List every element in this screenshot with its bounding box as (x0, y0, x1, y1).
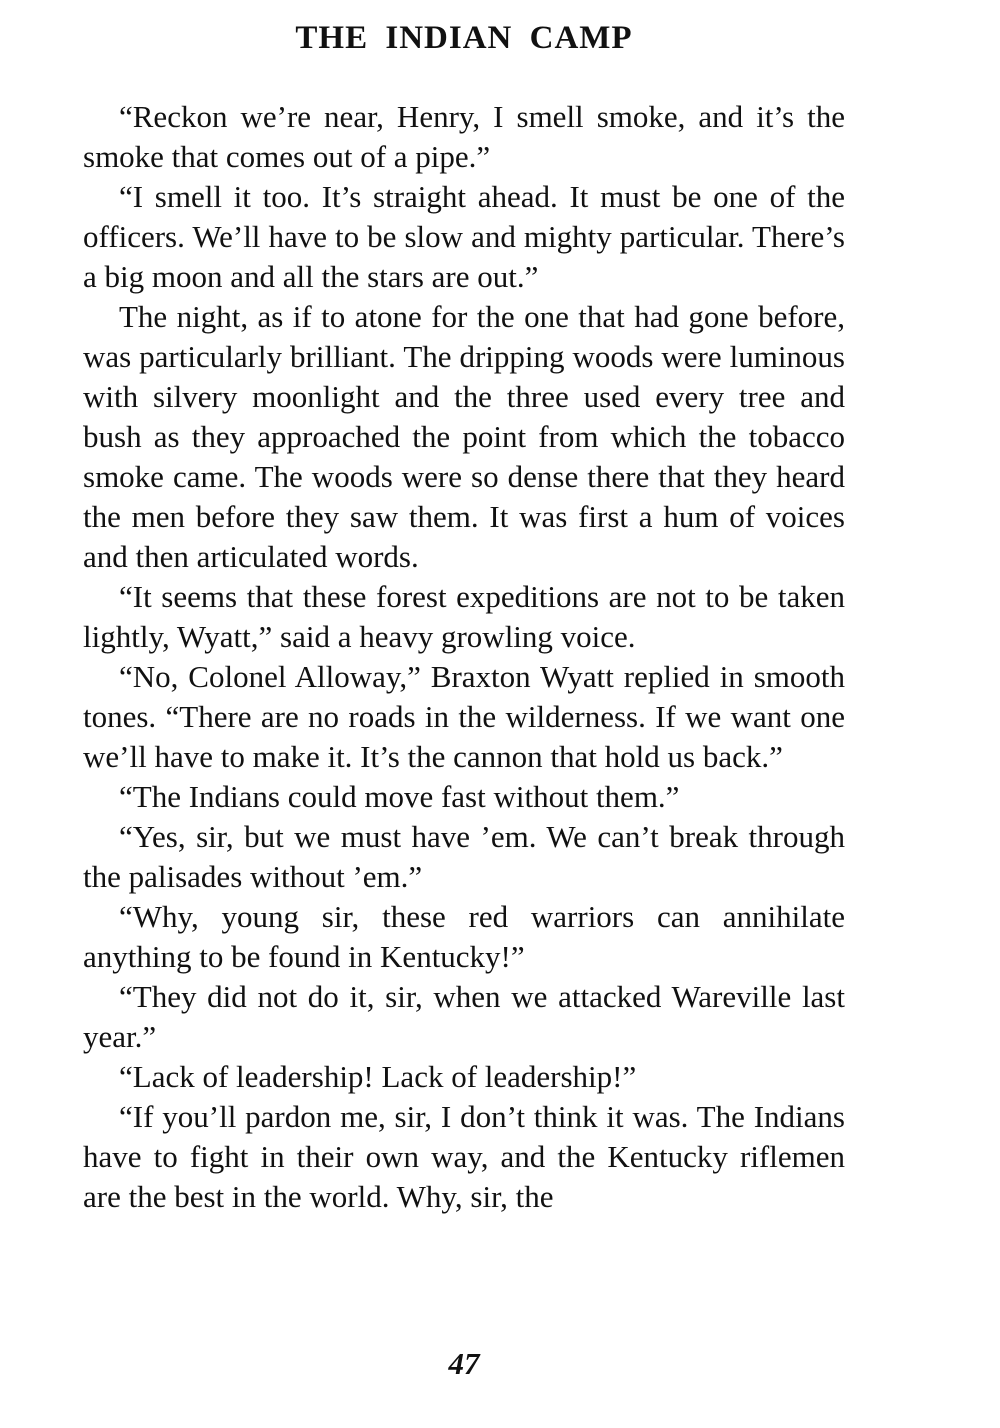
page-number: 47 (448, 1346, 480, 1381)
paragraph: “No, Colonel Alloway,” Braxton Wyatt replied in smooth tones. “There are no roads in the wilderness. If we want one we’ll have to make it. It’s the cannon that hold us back.” (83, 659, 845, 774)
paragraph: “Lack of leadership! Lack of leadership!” (119, 1059, 637, 1094)
paragraph: “Reckon we’re near, Henry, I smell smoke, and it’s the smoke that comes out of a pipe.” (83, 99, 845, 174)
paragraph: “Why, young sir, these red warriors can annihilate anything to be found in Kentucky!” (83, 899, 845, 974)
body-text (83, 97, 845, 1217)
paragraph: “Yes, sir, but we must have ’em. We can’t break through the palisades without ’em.” (83, 819, 845, 894)
paragraph: “The Indians could move fast without them.” (119, 779, 680, 814)
paragraph: “I smell it too. It’s straight ahead. It must be one of the officers. We’ll have to be slow and mighty particular. There’s a big moon and all the stars are out.” (83, 179, 845, 294)
paragraph: “If you’ll pardon me, sir, I don’t think it was. The Indians have to fight in their own way, and the Kentucky riflemen are the best in the world. Why, sir, the (83, 1099, 845, 1214)
paragraph: “They did not do it, sir, when we attacked Wareville last year.” (83, 979, 845, 1054)
running-head: THE INDIAN CAMP (295, 20, 633, 56)
paragraph: “It seems that these forest expeditions are not to be taken lightly, Wyatt,” said a heavy growling voice. (83, 579, 845, 654)
paragraph: The night, as if to atone for the one that had gone before, was particularly brilliant. The dripping woods were luminous with silvery moonlight and the three used every tree and bush as they approached the point from which the tobacco smoke came. The woods were so dense there that they heard the men before they saw them. It was first a hum of voices and then articulated words. (83, 299, 845, 574)
